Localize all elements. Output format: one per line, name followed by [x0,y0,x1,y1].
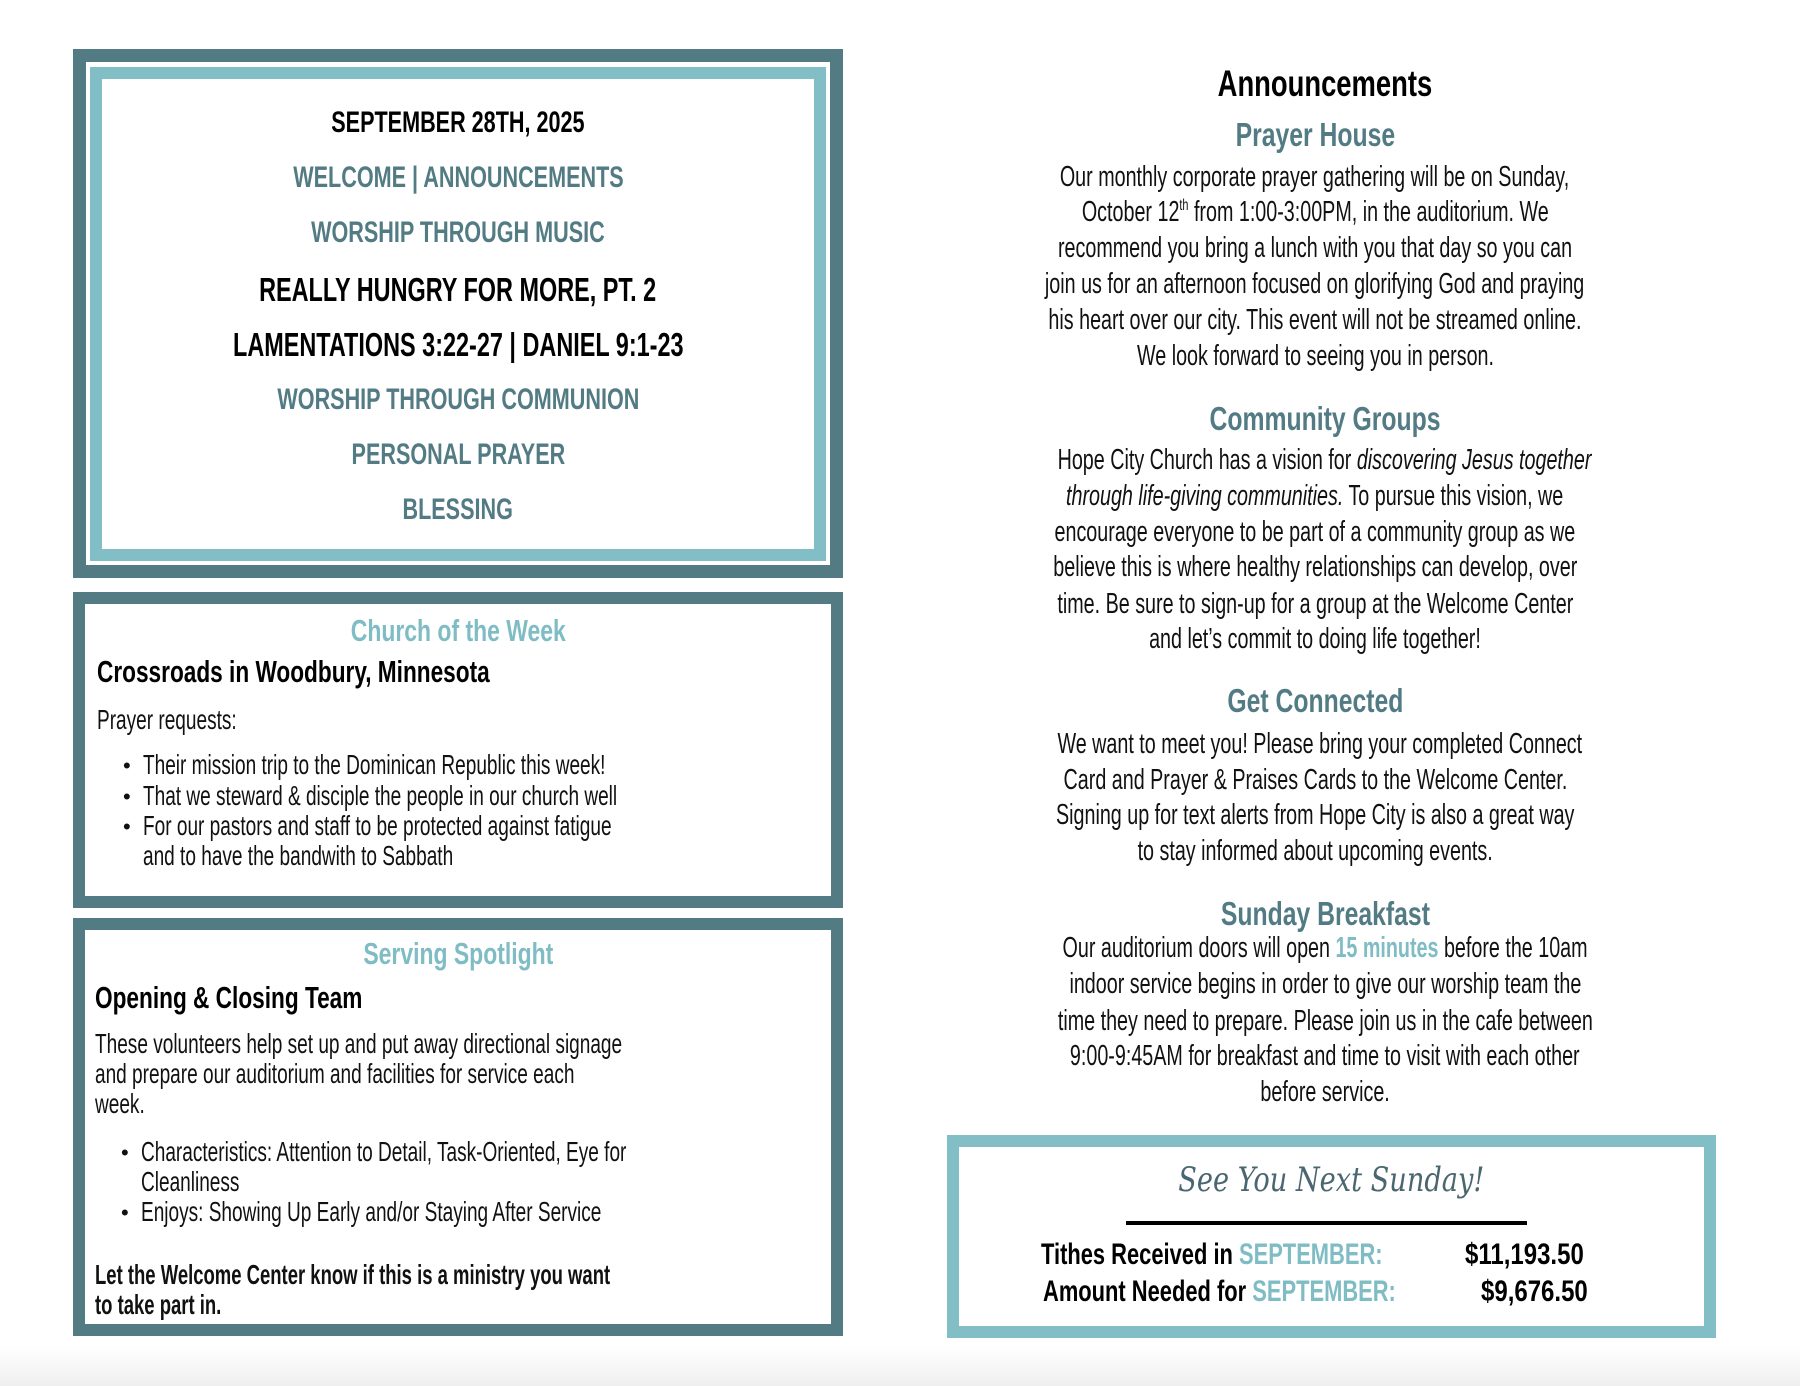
prayer-request-item: For our pastors and staff to be protected against fatigue [143,810,612,841]
get-connected-text-line: Signing up for text alerts from Hope City is also a great way [1055,799,1575,831]
sunday-breakfast-heading: Sunday Breakfast [1220,895,1430,932]
team-description-line: week. [95,1088,145,1119]
sunday-breakfast-text-line: indoor service begins in order to give our worship team the [1069,968,1581,1000]
prayer-house-time: from 1:00-3:00PM, in the auditorium. We [1188,196,1549,228]
sunday-breakfast-text-line [900,934,1750,963]
bullet-icon: • [123,814,131,839]
announcements-title: Announcements [1217,63,1433,104]
get-connected-heading: Get Connected [1226,682,1404,719]
team-trait-item: Characteristics: Attention to Detail, Task-Oriented, Eye for [141,1136,627,1167]
prayer-house-text-line: join us for an afternoon focused on glorifying God and praying [1045,268,1585,300]
team-description-line: These volunteers help set up and put away directional signage [95,1028,623,1059]
service-item-communion: WORSHIP THROUGH COMMUNION [276,383,639,416]
prayer-request-item: That we steward & disciple the people in our church well [143,780,618,811]
bullet-icon: • [123,784,131,809]
service-item-blessing: BLESSING [402,493,514,526]
sunday-breakfast-text-line: 9:00-9:45AM for breakfast and time to visit with each other [1070,1040,1580,1072]
prayer-house-text-line: We look forward to seeing you in person. [1136,340,1494,372]
community-groups-text: Hope City Church has a vision for [1058,444,1358,476]
prayer-request-item-continued: and to have the bandwith to Sabbath [143,840,454,871]
community-groups-text-line [900,482,1730,511]
community-groups-heading: Community Groups [1209,400,1441,437]
amount-needed-row [1043,1277,1526,1307]
team-trait-item-continued: Cleanliness [141,1166,240,1197]
team-name: Opening & Closing Team [95,980,363,1015]
bullet-icon: • [121,1140,129,1165]
tithes-received-row [1041,1240,1509,1270]
sunday-breakfast-text: Our auditorium doors will open [1062,932,1336,964]
see-you-next-sunday: See You Next Sunday! [1178,1160,1485,1200]
get-connected-text-line: We want to meet you! Please bring your completed Connect [1057,728,1583,760]
prayer-requests-label: Prayer requests: [97,704,237,735]
vision-statement: discovering Jesus together [1357,444,1592,476]
prayer-request-item: Their mission trip to the Dominican Republic this week! [143,749,606,780]
needed-amount: $9,676.50 [1481,1275,1588,1308]
bullet-icon: • [121,1200,129,1225]
tithes-amount: $11,193.50 [1465,1238,1584,1271]
prayer-house-date: October 12 [1081,196,1180,228]
sunday-breakfast-text-line: before service. [1260,1076,1390,1108]
service-item-welcome: WELCOME | ANNOUNCEMENTS [292,161,624,194]
get-connected-text-line: Card and Prayer & Praises Cards to the Welcome Center. [1063,764,1567,796]
prayer-house-text-line [900,198,1730,227]
order-of-service-inner-frame [90,67,826,561]
community-groups-text-line: encourage everyone to be part of a community group as we [1054,516,1576,548]
sunday-breakfast-text: before the 10am [1438,932,1588,964]
service-date: SEPTEMBER 28TH, 2025 [331,106,585,139]
tithes-label: Tithes Received in [1041,1238,1239,1271]
community-groups-text-line: believe this is where healthy relationships can develop, over [1053,551,1577,583]
service-item-music: WORSHIP THROUGH MUSIC [311,216,605,249]
ministry-cta-line: Let the Welcome Center know if this is a ministry you want [95,1259,611,1290]
church-of-week-title: Church of the Week [350,613,566,648]
ministry-cta-line: to take part in. [95,1289,222,1320]
page-bottom-shadow [0,1346,1800,1386]
community-groups-text-line [900,446,1750,475]
prayer-house-text-line: Our monthly corporate prayer gathering will be on Sunday, [1060,161,1570,193]
vision-statement: through life-giving communities. [1066,480,1344,512]
doors-open-highlight: 15 minutes [1335,932,1439,964]
prayer-house-text-line: recommend you bring a lunch with you that day so you can [1057,232,1573,264]
bullet-icon: • [123,753,131,778]
community-groups-text-line: and let’s commit to doing life together! [1149,623,1481,655]
prayer-house-text-line: his heart over our city. This event will not be streamed online. [1048,304,1582,336]
tithes-month: SEPTEMBER: [1238,1238,1383,1271]
community-groups-text-line: time. Be sure to sign-up for a group at the Welcome Center [1057,588,1573,620]
team-trait-item: Enjoys: Showing Up Early and/or Staying After Service [141,1196,602,1227]
church-name: Crossroads in Woodbury, Minnesota [97,654,490,689]
scripture-reference: LAMENTATIONS 3:22-27 | DANIEL 9:1-23 [232,326,684,363]
prayer-house-heading: Prayer House [1235,116,1395,153]
get-connected-text-line: to stay informed about upcoming events. [1137,835,1493,867]
community-groups-text: To pursue this vision, we [1343,480,1564,512]
sunday-breakfast-text-line: time they need to prepare. Please join us in the cafe between [1057,1005,1593,1037]
team-description-line: and prepare our auditorium and facilities for service each [95,1058,575,1089]
needed-month: SEPTEMBER: [1252,1275,1396,1308]
ordinal-suffix: th [1179,196,1189,214]
service-item-prayer: PERSONAL PRAYER [351,438,565,471]
sermon-title: REALLY HUNGRY FOR MORE, PT. 2 [259,271,657,308]
serving-spotlight-title: Serving Spotlight [363,936,553,971]
needed-label: Amount Needed for [1043,1275,1253,1308]
divider-line [1126,1221,1527,1225]
